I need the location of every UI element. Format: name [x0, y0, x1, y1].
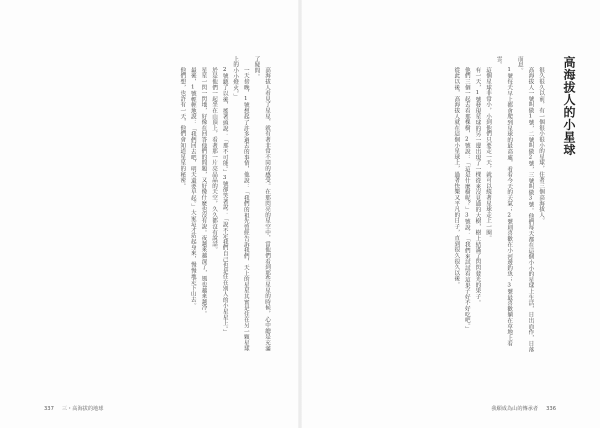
right-paragraph: 高海拔人一號叫做1號，二號叫做2號，三號叫做3號。他們每天都在這個小小的星球上生活，日出而作，日落而息。: [516, 56, 534, 353]
left-chapter-title: 三・高海拔的地球: [61, 406, 104, 412]
left-paragraph: 高海拔人看見了星星，就有著非常不同的感受。在那閃亮的星空中，當他們看到那些星星的時候，心中總是充滿了疑問。: [253, 56, 270, 352]
left-paragraph: 他們想，也許有一天，他們會知道星星的秘密。: [179, 67, 186, 189]
right-page-body: [330, 56, 546, 356]
right-page-number: 336: [546, 406, 556, 412]
left-page-number: 337: [44, 406, 54, 412]
right-paragraph: 從此以後，高海拔人就在這個小星球上，過著快樂又平凡的日子，直到很久很久以後。: [453, 67, 460, 288]
right-book-title: 我願成為山的傳承者: [491, 406, 539, 412]
right-paragraph: 有一天，1號發現星球的另一邊出現了一棵從來沒見過的大樹，樹上結滿了閃閃發光的果子。: [474, 67, 481, 306]
right-paragraph: 很久很久以前，有一個很小很小的星球，住著三個高海拔人。: [538, 67, 544, 224]
chapter-title: 高海拔人的小星球: [562, 56, 576, 156]
right-page: [300, 0, 600, 428]
right-page-footer: [487, 405, 560, 412]
right-paragraph: 這個星球非常小，小到他們只要走一天，就可以繞著星球走上一圈。: [485, 67, 492, 242]
right-paragraph: 1號每天早上都會爬到星球的最高處，看看今天的天氣；2號則喜歡在小河邊釣魚；3號最喜歡躺在草地上看雲。: [495, 56, 513, 347]
left-paragraph: 於是他們一起坐在山頂上，看著那一片亮晶晶的天空，久久都沒有說話。: [211, 67, 218, 253]
left-paragraph: 2號聽了以後，搖著頭說：「那不可能。」3號卻笑著說：「說不定我們自己也是住在別人的小星星上。」: [221, 67, 228, 335]
left-page-footer: [40, 405, 107, 412]
left-paragraph: 一天傍晚，1號想起了許多過去的事情，他說：「我們的祖先曾經告訴我們，天上的星星其實是住在另一顆星球上的小小燈火。」: [232, 56, 249, 352]
left-page-body: [42, 56, 272, 356]
right-paragraph: 他們三個一起去看那棵樹，2號說：「這是什麼樹呢？」3號說：「我們來試試看這果子好不好吃吧。」: [463, 67, 470, 332]
left-paragraph: 最後，1號輕輕地說：「我們回去吧，明天還要早起。」大家這才站起身來，慢慢地走下山去。: [189, 67, 196, 309]
left-paragraph: 星星一閃一閃地，好像在回答他們的問題，又好像什麼也沒有說。夜越來越深了，風也越來越冷。: [200, 67, 207, 317]
